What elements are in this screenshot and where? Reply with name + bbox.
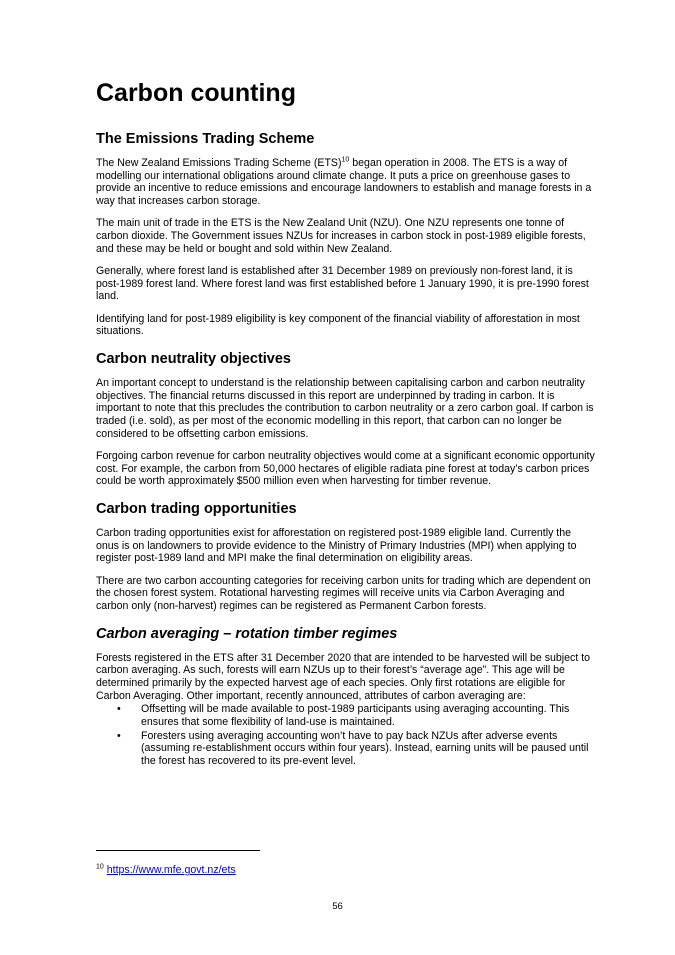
bullet-icon: • — [117, 703, 121, 716]
footnote — [96, 864, 236, 876]
list-item — [117, 703, 596, 728]
bullet-icon: • — [117, 729, 121, 742]
paragraph: Forgoing carbon revenue for carbon neutrality objectives would come at a significant economic opportunity cost. For example, the carbon from 50,000 hectares of eligible radiata pine forest at today’s carbon prices could be worth approximately $500 million even when harvesting for timber revenue. — [96, 449, 595, 488]
paragraph: There are two carbon accounting categories for receiving carbon units for trading which are dependent on the chosen forest system. Rotational harvesting regimes will receive units via Carbon Averaging and carbon only (non-harvest) regimes can be registered as Permanent Carbon forests. — [96, 574, 591, 613]
list-item — [117, 730, 596, 768]
paragraph-text: The New Zealand Emissions Trading Scheme (ETS) — [96, 157, 342, 169]
paragraph: Generally, where forest land is established after 31 December 1989 on previously non-forest land, it is post-1989 forest land. Where forest land was first established before 1 January 1990, it is pre-1990 forest land. — [96, 264, 589, 303]
paragraph — [96, 157, 596, 208]
paragraph: An important concept to understand is the relationship between capitalising carbon and carbon neutrality objectives. The financial returns discussed in this report are underpinned by trading in carbon. It is important to note that this precludes the contribution to carbon neutrality or a zero carbon goal. If carbon is traded (i.e. sold), as per most of the economic modelling in this report, that carbon can no longer be considered to be offsetting carbon emissions. — [96, 376, 594, 440]
heading-carbon-neutrality: Carbon neutrality objectives — [96, 350, 291, 367]
page-body — [96, 78, 596, 769]
footnote-link[interactable]: https://www.mfe.govt.nz/ets — [106, 864, 236, 876]
paragraph: Forests registered in the ETS after 31 December 2020 that are intended to be harvested will be subject to carbon averaging. As such, forests will earn NZUs up to their forest’s “average age”. This age will be determined primarily by the expected harvest age of each species. Only first rotations are eligible for Carbon Averaging. Other important, recently announced, attributes of carbon averaging are: — [96, 651, 591, 702]
page-title: Carbon counting — [96, 79, 296, 107]
heading-ets: The Emissions Trading Scheme — [96, 131, 315, 147]
paragraph: Identifying land for post-1989 eligibility is key component of the financial viability of afforestation in most situations. — [96, 312, 580, 338]
paragraph: Carbon trading opportunities exist for afforestation on registered post-1989 eligible land. Currently the onus is on landowners to provide evidence to the Ministry of Primary Industries (MPI) when applying to register post-1989 land and MPI make the final determination on eligibility areas. — [96, 527, 577, 565]
paragraph: The main unit of trade in the ETS is the New Zealand Unit (NZU). One NZU represents one tonne of carbon dioxide. The Government issues NZUs for increases in carbon stock in post-1989 eligible forests, and these may be held or bought and sold within New Zealand. — [96, 217, 586, 255]
page-number: 56 — [332, 901, 343, 912]
bullet-list — [96, 703, 596, 768]
list-item-text: Offsetting will be made available to post-1989 participants using averaging accounting. This ensures that some flexibility of land-use is maintained. — [141, 703, 570, 728]
footnote-divider — [96, 850, 260, 851]
footnote-number: 10 — [96, 863, 104, 871]
list-item-text: Foresters using averaging accounting won’t have to pay back NZUs after adverse events (assuming re-establishment occurs within four years). Instead, earning units will be paused until the forest has recovered to its pre-event level. — [141, 729, 589, 767]
heading-carbon-trading: Carbon trading opportunities — [96, 501, 297, 518]
footnote-ref[interactable]: 10 — [341, 156, 350, 164]
heading-carbon-averaging: Carbon averaging – rotation timber regimes — [96, 625, 398, 642]
paragraph-text: began operation in 2008. The ETS is a way of modelling our international obligations around climate change. It puts a price on greenhouse gases to provide an incentive to reduce emissions and encourage landowners to establish and manage forests in a way that increases carbon storage. — [96, 157, 592, 208]
